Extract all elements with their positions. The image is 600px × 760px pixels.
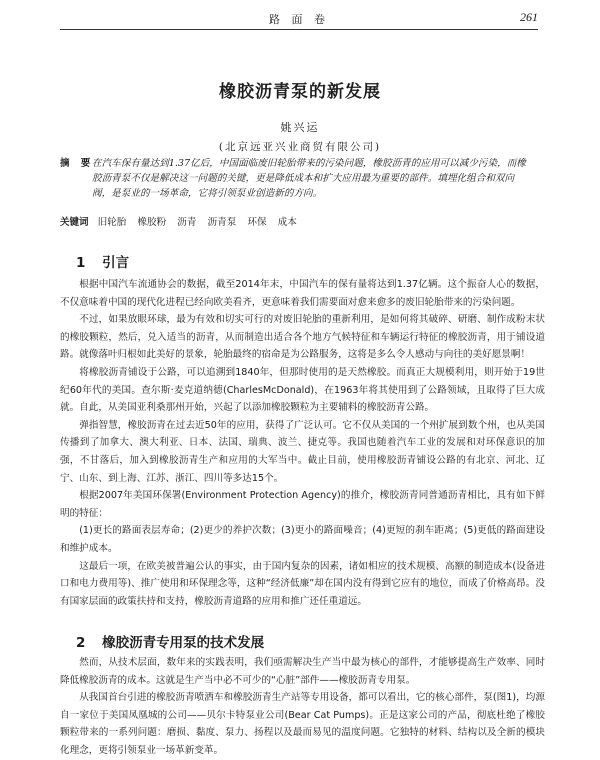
paragraph: 弹指智慧，橡胶沥青在过去近50年的应用，获得了广泛认可。它不仅从美国的一个州扩展到数个州，也从美国传播到了加拿大、澳大利亚、日本、法国、瑞典、波兰、捷克等。我国也随着汽车工业的发展和对环保意识的加强，不甘落后，加入到橡胶沥青生产和应用的大军当中。截止目前，使用橡胶沥青铺设公路的有北京、河北、辽宁、山东、到上海、江苏、浙江、四川等多达15个。 (60, 419, 545, 484)
paragraph: 将橡胶沥青铺设于公路，可以追溯到1840年，但那时使用的是天然橡胶。而真正大规模利用，则开始于19世纪60年代的美国。查尔斯·麦克道纳德(CharlesMcDonald)，在1963年将其使用到了公路领域，且取得了巨大成就。自此，从美国亚利桑那州开始，兴起了以添加橡胶颗粒为主要辅料的橡胶沥青公路。 (60, 366, 545, 414)
paragraph: 根据中国汽车流通协会的数据，截至2014年末，中国汽车的保有量将达到1.37亿辆。这个振奋人心的数据，不仅意味着中国的现代化进程已经向欧美看齐，更意味着我们需要面对愈来愈多的废旧轮胎带来的污染问题。 (60, 279, 545, 308)
keyword: 环保 (247, 217, 267, 228)
paragraph: 这最后一项，在欧美被普遍公认的事实，由于国内复杂的因素，诸如相应的技术规模、高额的制造成本(设备进口和电力费用等)、推广使用和环保理念等，这种“经济低廉”却在国内没有得到它应有的地位，而成了价格高昂。没有国家层面的政策扶持和支持，橡胶沥青道路的应用和推广还任重道远。 (60, 560, 545, 607)
section-heading-introduction (76, 251, 129, 271)
keyword: 橡胶粉 (137, 217, 167, 228)
paragraph: 不过，如果放眼环球，最为有效和切实可行的对废旧轮胎的重新利用，是如何将其破碎、研磨、制作成粉末状的橡胶颗粒，然后，兑入适当的沥青，从而制造出适合各个地方气候特征和车辆运行特征的橡胶沥青，用于铺设道路。就像落叶归根如此美好的景象，轮胎最终的宿命是为公路服务，这将是多么令人感动与向往的美好愿景啊！ (60, 314, 545, 361)
section-body-introduction (60, 276, 545, 610)
abstract-text: 在汽车保有量达到1.37亿后，中国面临废旧轮胎带来的污染问题，橡胶沥青的应用可以减少污染，而橡胶沥青泵不仅是解决这一问题的关键，更是降低成本和扩大应用最为重要的部件。填埋化组合和双向阀，是泵业的一场革命，它将引领泵业创造新的方向。 (92, 158, 526, 199)
section-number: 2 (76, 635, 86, 651)
paragraph: 从我国首台引进的橡胶沥青喷洒车和橡胶沥青生产站等专用设备，都可以看出，它的核心部件，泵(图1)，均源自一家位于美国凤凰城的公司——贝尔卡特泵业公司(Bear Cat Pumps)。正是这家公司的产品，彻底杜绝了橡胶颗粒带来的一系列问题：磨损、黏度、泵力、扬程以及最而易见的温度问题。它独特的材料、结构以及全新的模块化理念，更将引领泵业一场革新变革。 (60, 692, 545, 756)
section-title: 引言 (102, 255, 130, 271)
paragraph: 然而，从技术层面，数年来的实践表明，我们亟需解决生产当中最为核心的部件，才能够提高生产效率、同时降低橡胶沥青的成本。这就是生产当中必不可少的“心脏”部件——橡胶沥青专用泵。 (60, 657, 545, 686)
keyword: 沥青 (177, 217, 197, 228)
author-name: 姚兴运 (280, 121, 320, 134)
running-header (60, 8, 538, 30)
section-heading-pump-technology (76, 631, 264, 651)
journal-section-title: 路 面 卷 (269, 13, 329, 26)
keyword: 成本 (277, 217, 297, 228)
keywords-label: 关键词 (60, 217, 89, 228)
page-number: 261 (520, 10, 538, 24)
section-body-pump-technology (60, 654, 545, 760)
keyword: 旧轮胎 (97, 217, 127, 228)
abstract (60, 156, 530, 201)
keyword: 沥青泵 (207, 217, 237, 228)
author-affiliation: (北京远亚兴业商贸有限公司) (218, 141, 382, 153)
header-rule (60, 29, 538, 30)
section-title: 橡胶沥青专用泵的技术发展 (102, 635, 265, 651)
abstract-label: 摘 要 (60, 158, 95, 169)
article-title: 橡胶沥青泵的新发展 (219, 82, 381, 102)
keywords (60, 214, 530, 228)
paragraph: (1)更长的路面表层寿命；(2)更少的养护次数；(3)更小的路面噪音；(4)更短的刹车距离；(5)更低的路面建设和维护成本。 (60, 525, 545, 554)
section-number: 1 (76, 255, 86, 271)
paragraph: 根据2007年美国环保署(Environment Protection Agency)的推介，橡胶沥青同普通沥青相比，具有如下鲜明的特征： (60, 490, 545, 519)
